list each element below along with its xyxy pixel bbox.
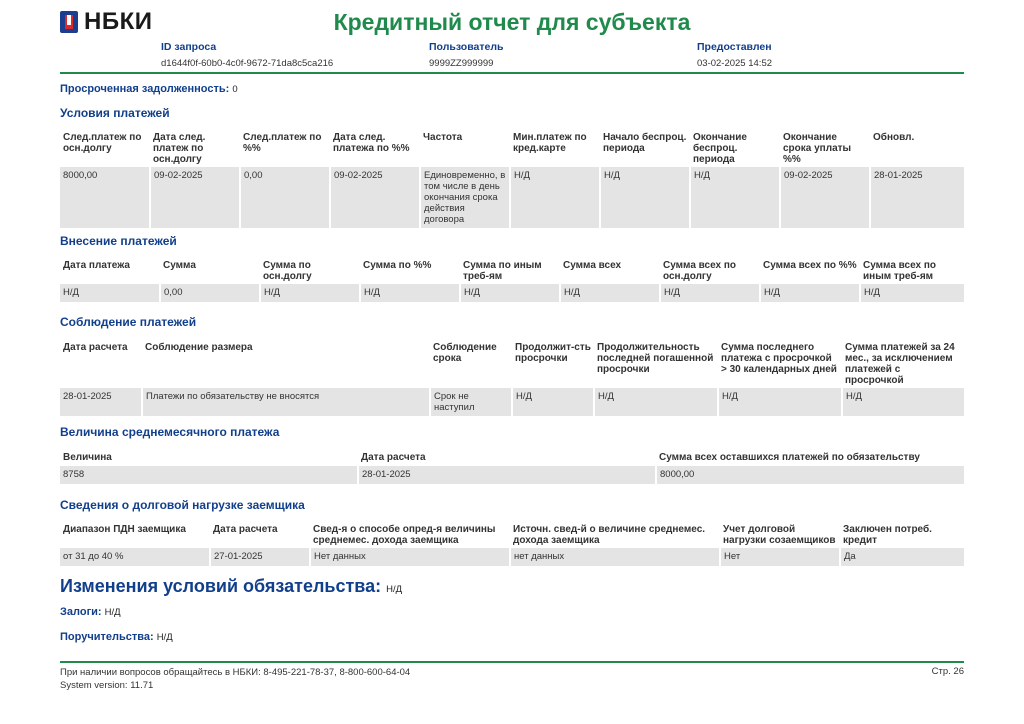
table-cell: нет данных [510,548,720,566]
table-cell: Н/Д [690,167,780,228]
table-header-row [60,130,964,167]
table-cell: 09-02-2025 [780,167,870,228]
column-header: Частота [420,130,510,167]
table-cell: 0,00 [160,284,260,302]
logo-text: НБКИ [84,8,153,35]
changes-value: Н/Д [386,584,403,595]
header-divider [60,72,964,74]
column-header: Величина [60,450,358,466]
request-id-block [161,41,333,69]
table-cell: Нет данных [310,548,510,566]
column-header: Источн. свед-й о величине среднемес. дохода заемщика [510,522,720,548]
column-header: Дата след. платеж по осн.долгу [150,130,240,167]
payment-terms-title: Условия платежей [60,106,170,120]
table-cell: 09-02-2025 [150,167,240,228]
column-header: Дата расчета [210,522,310,548]
page-number: Стр. 26 [931,666,964,677]
table-cell: 28-01-2025 [870,167,964,228]
column-header: Продолжит-сть просрочки [512,340,594,388]
table-cell: Н/Д [60,284,160,302]
table-cell: Н/Д [718,388,842,416]
page-title: Кредитный отчет для субъекта [333,9,691,35]
table-cell: Нет [720,548,840,566]
user-block [429,41,503,69]
table-row [60,388,964,416]
table-cell: 8000,00 [60,167,150,228]
column-header: Сумма по осн.долгу [260,258,360,284]
table-cell: Н/Д [842,388,964,416]
table-header-row [60,450,964,466]
table-cell: Н/Д [460,284,560,302]
user-label: Пользователь [429,41,504,53]
column-header: Мин.платеж по кред.карте [510,130,600,167]
column-header: Окончание срока уплаты %% [780,130,870,167]
table-cell: Н/Д [512,388,594,416]
guarantees-label: Поручительства: [60,631,154,643]
table-cell: Н/Д [760,284,860,302]
column-header: Сумма по иным треб-ям [460,258,560,284]
column-header: Соблюдение размера [142,340,430,388]
table-cell: Н/Д [600,167,690,228]
table-cell: 09-02-2025 [330,167,420,228]
table-cell: 27-01-2025 [210,548,310,566]
compliance-title: Соблюдение платежей [60,315,197,329]
column-header: Обновл. [870,130,964,167]
table-cell: Н/Д [510,167,600,228]
table-cell: Единовременно, в том числе в день окончания срока действия договора [420,167,510,228]
table-cell: 28-01-2025 [60,388,142,416]
table-cell: от 31 до 40 % [60,548,210,566]
column-header: Начало беспроц. периода [600,130,690,167]
overdue-label: Просроченная задолженность: [60,83,230,95]
column-header: Учет долговой нагрузки созаемщиков [720,522,840,548]
table-cell: Срок не наступил [430,388,512,416]
table-row [60,167,964,228]
column-header: Свед-я о способе опред-я величины среднемес. дохода заемщика [310,522,510,548]
changes-line [60,576,402,597]
footer-version: System version: 11.71 [60,680,154,691]
guarantees-value: Н/Д [156,632,173,643]
column-header: Дата расчета [60,340,142,388]
column-header: Дата расчета [358,450,656,466]
table-cell: Н/Д [260,284,360,302]
table-header-row [60,340,964,388]
table-cell: Платежи по обязательству не вносятся [142,388,430,416]
column-header: Сумма последнего платежа с просрочкой > 30 календарных дней [718,340,842,388]
compliance-table [60,340,964,416]
table-cell: 28-01-2025 [358,466,656,484]
column-header: Дата след. платежа по %% [330,130,420,167]
payments-made-table [60,258,964,302]
payment-terms-table [60,130,964,228]
collateral-label: Залоги: [60,606,102,618]
table-cell: Н/Д [860,284,964,302]
avg-payment-title: Величина среднемесячного платежа [60,425,280,439]
table-cell: 8000,00 [656,466,964,484]
column-header: Сумма всех по иным треб-ям [860,258,964,284]
column-header: Продолжительность последней погашенной просрочки [594,340,718,388]
column-header: Сумма всех оставшихся платежей по обязательству [656,450,964,466]
avg-payment-table [60,450,964,484]
footer-divider [60,661,964,663]
table-cell: Да [840,548,964,566]
column-header: След.платеж по осн.долгу [60,130,150,167]
table-cell: 8758 [60,466,358,484]
footer [60,666,410,692]
provided-block [697,41,772,69]
table-cell: Н/Д [660,284,760,302]
footer-contact: При наличии вопросов обращайтесь в НБКИ: 8-495-221-78-37, 8-800-600-64-04 [60,667,411,678]
payments-made-title: Внесение платежей [60,234,177,248]
table-cell: 0,00 [240,167,330,228]
column-header: Сумма [160,258,260,284]
column-header: Сумма всех по %% [760,258,860,284]
user-value: 9999ZZ999999 [429,58,494,69]
overdue-value: 0 [232,84,238,95]
column-header: Дата платежа [60,258,160,284]
table-row [60,284,964,302]
column-header: След.платеж по %% [240,130,330,167]
table-header-row [60,258,964,284]
collateral-line [60,606,121,618]
column-header: Сумма всех по осн.долгу [660,258,760,284]
column-header: Диапазон ПДН заемщика [60,522,210,548]
column-header: Окончание беспроц. периода [690,130,780,167]
column-header: Соблюдение срока [430,340,512,388]
request-id-label: ID запроса [161,41,217,53]
table-header-row [60,522,964,548]
table-cell: Н/Д [360,284,460,302]
table-cell: Н/Д [560,284,660,302]
request-id-value: d1644f0f-60b0-4c0f-9672-71da8c5ca216 [161,58,334,69]
column-header: Сумма всех [560,258,660,284]
changes-label: Изменения условий обязательства: [60,576,382,596]
table-row [60,548,964,566]
debt-load-table [60,522,964,566]
collateral-value: Н/Д [104,607,121,618]
column-header: Сумма платежей за 24 мес., за исключением платежей с просрочкой [842,340,964,388]
table-row [60,466,964,484]
guarantees-line [60,631,173,643]
provided-label: Предоставлен [697,41,772,53]
table-cell: Н/Д [594,388,718,416]
debt-load-title: Сведения о долговой нагрузке заемщика [60,498,305,512]
overdue-line [60,83,238,95]
column-header: Сумма по %% [360,258,460,284]
provided-value: 03-02-2025 14:52 [697,58,773,69]
column-header: Заключен потреб. кредит [840,522,964,548]
